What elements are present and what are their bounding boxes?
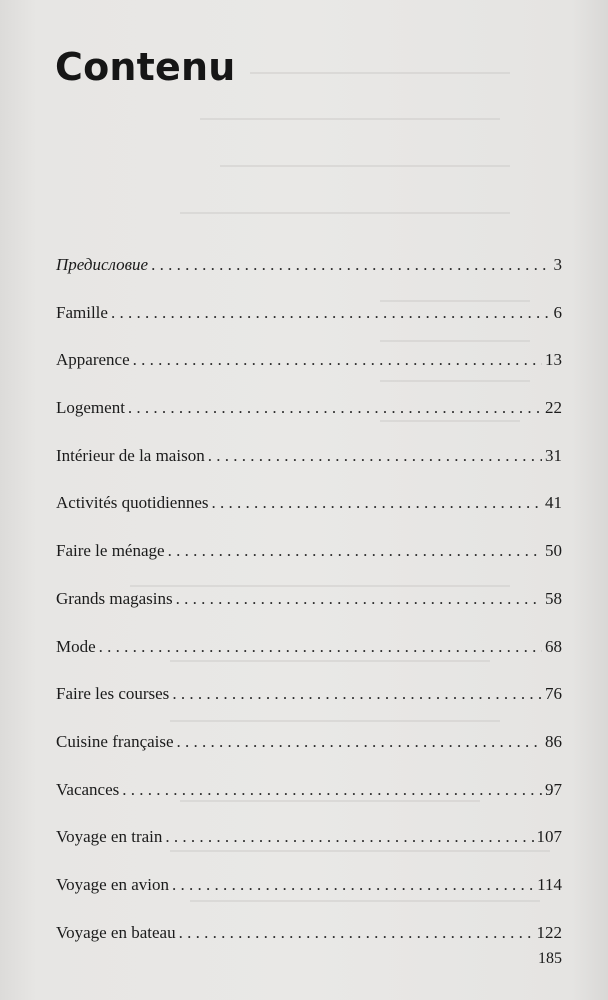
dot-leader	[208, 447, 542, 464]
toc-entry-page: 13	[545, 350, 562, 370]
toc-entry-page: 86	[545, 731, 562, 751]
toc-entry-page: 31	[545, 445, 562, 465]
toc-entry-page: 50	[545, 541, 562, 561]
page-number: 185	[538, 950, 562, 967]
dot-leader	[111, 304, 551, 321]
toc-entry	[56, 781, 562, 829]
toc-entry-title: Voyage en bateau	[56, 922, 176, 942]
dot-leader	[172, 876, 534, 893]
show-through-line	[220, 165, 510, 167]
toc-entry-page: 6	[553, 302, 562, 322]
toc-entry	[56, 638, 562, 686]
toc-entry	[56, 447, 562, 495]
show-through-line	[200, 118, 500, 120]
toc-entry-page: 68	[545, 636, 562, 656]
dot-leader	[151, 256, 550, 273]
toc-entry	[56, 876, 562, 924]
toc-entry	[56, 924, 562, 972]
toc-entry	[56, 733, 562, 781]
dot-leader	[172, 685, 542, 702]
toc-entry-page: 22	[545, 398, 562, 418]
dot-leader	[168, 542, 542, 559]
toc-entry-title: Activités quotidiennes	[56, 493, 209, 513]
toc-entry	[56, 494, 562, 542]
toc-entry-page: 58	[545, 588, 562, 608]
toc-entry-title: Cuisine française	[56, 731, 174, 751]
toc-entry-title: Logement	[56, 398, 125, 418]
toc-entry-page: 41	[545, 493, 562, 513]
toc-entry-title: Grands magasins	[56, 588, 173, 608]
dot-leader	[212, 494, 542, 511]
toc-entry-page: 3	[553, 255, 562, 274]
toc-entry	[56, 304, 562, 352]
toc-entry-page: 76	[545, 684, 562, 704]
toc-entry	[56, 351, 562, 399]
toc-entry-title: Vacances	[56, 779, 120, 799]
dot-leader	[179, 924, 534, 941]
dot-leader	[122, 781, 542, 798]
toc-entry	[56, 828, 562, 876]
toc-entry-page: 97	[545, 779, 562, 799]
toc-entry	[56, 542, 562, 590]
toc-entry-page: 107	[536, 827, 562, 847]
dot-leader	[176, 590, 542, 607]
toc-entry-title: Faire les courses	[56, 684, 170, 704]
dot-leader	[128, 399, 542, 416]
show-through-line	[250, 72, 510, 74]
toc-entry	[56, 399, 562, 447]
toc-entry-title: Faire le ménage	[56, 541, 165, 561]
toc-entry-page: 114	[537, 874, 562, 894]
toc-entry	[56, 685, 562, 733]
table-of-contents	[56, 256, 562, 971]
dot-leader	[99, 638, 542, 655]
show-through-line	[180, 212, 510, 214]
toc-entry-title: Предисловие	[56, 255, 149, 274]
page-title: Contenu	[55, 45, 236, 89]
dot-leader	[177, 733, 542, 750]
toc-entry-title: Mode	[56, 636, 96, 656]
toc-entry	[56, 590, 562, 638]
toc-entry-title: Famille	[56, 302, 108, 322]
toc-entry-title: Apparence	[56, 350, 130, 370]
dot-leader	[165, 828, 533, 845]
toc-entry-title: Voyage en avion	[56, 874, 169, 894]
toc-entry-title: Voyage en train	[56, 827, 163, 847]
dot-leader	[133, 351, 542, 368]
toc-entry-page: 122	[536, 922, 562, 942]
toc-entry	[56, 256, 562, 304]
toc-entry-title: Intérieur de la maison	[56, 445, 205, 465]
